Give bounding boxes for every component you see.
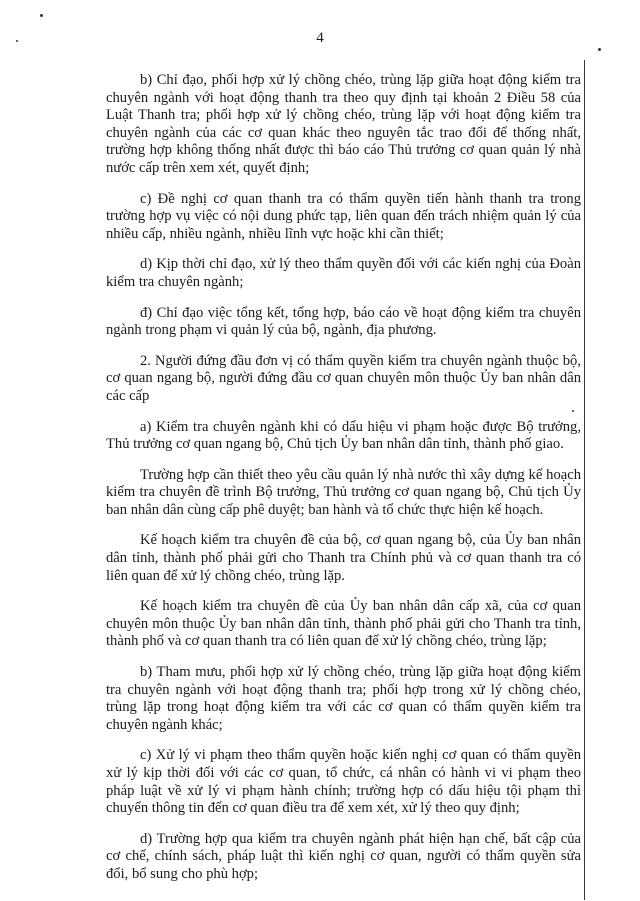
paragraph-2d: d) Kịp thời chỉ đạo, xử lý theo thẩm quyền đối với các kiến nghị của Đoàn kiểm tra chuyên ngành; [106, 256, 581, 290]
paragraph-commune-plan: Kế hoạch kiểm tra chuyên đề của Ủy ban nhân dân cấp xã, của cơ quan chuyên môn thuộc Ủy ban nhân dân tỉnh, thành phố phải gửi cho Thanh tra tỉnh, thành phố và cơ quan thanh tra có liên quan để xử lý chồng chéo, trùng lặp; [106, 598, 581, 650]
scan-speck [16, 40, 18, 42]
paragraph-2b: b) Chỉ đạo, phối hợp xử lý chồng chéo, trùng lặp giữa hoạt động kiểm tra chuyên ngành với hoạt động thanh tra theo quy định tại khoản 2 Điều 58 của Luật Thanh tra; phối hợp xử lý chồng chéo, trùng lặp với hoạt động kiểm tra chuyên ngành của các cơ quan khác theo nguyên tắc trao đổi để thống nhất, trường hợp không thống nhất được thì báo cáo Thủ trưởng cơ quan quản lý nhà nước cấp trên xem xét, quyết định; [106, 72, 581, 176]
paragraph-ministry-plan: Kế hoạch kiểm tra chuyên đề của bộ, cơ quan ngang bộ, của Ủy ban nhân dân tỉnh, thành phố phải gửi cho Thanh tra Chính phủ và cơ quan thanh tra có liên quan để xử lý chồng chéo, trùng lặp. [106, 532, 581, 584]
paragraph-section-2-a: a) Kiểm tra chuyên ngành khi có dấu hiệu vi phạm hoặc được Bộ trưởng, Thủ trưởng cơ quan ngang bộ, Chủ tịch Ủy ban nhân dân tỉnh, thành phố giao. [106, 418, 581, 453]
paragraph-2dd: đ) Chỉ đạo việc tổng kết, tổng hợp, báo cáo về hoạt động kiểm tra chuyên ngành trong phạm vi quản lý của bộ, ngành, địa phương. [106, 304, 581, 339]
paragraph-plan-requirement: Trường hợp cần thiết theo yêu cầu quản lý nhà nước thì xây dựng kế hoạch kiểm tra chuyên đề trình Bộ trưởng, Thủ trưởng cơ quan ngang bộ, Chủ tịch Ủy ban nhân dân cùng cấp phê duyệt; ban hành và tổ chức thực hiện kế hoạch. [106, 466, 581, 518]
document-body [106, 72, 581, 897]
paragraph-section-2-c: c) Xử lý vi phạm theo thẩm quyền hoặc kiến nghị cơ quan có thẩm quyền xử lý kịp thời đối với các cơ quan, tổ chức, cá nhân có hành vi vi phạm theo pháp luật về xử lý vi phạm hành chính; trường hợp có dấu hiệu tội phạm thì chuyển thông tin đến cơ quan điều tra để xem xét, xử lý theo quy định; [106, 747, 581, 817]
paragraph-section-2: 2. Người đứng đầu đơn vị có thẩm quyền kiểm tra chuyên ngành thuộc bộ, cơ quan ngang bộ, người đứng đầu cơ quan chuyên môn thuộc Ủy ban nhân dân các cấp [106, 352, 581, 404]
scan-speck [572, 410, 574, 412]
paragraph-2c: c) Đề nghị cơ quan thanh tra có thẩm quyền tiến hành thanh tra trong trường hợp vụ việc có nội dung phức tạp, liên quan đến trách nhiệm quản lý của nhiều cấp, nhiều ngành, nhiều lĩnh vực hoặc khi cần thiết; [106, 190, 581, 242]
page-number: 4 [316, 30, 324, 46]
scan-edge-line [584, 60, 585, 900]
paragraph-section-2-b: b) Tham mưu, phối hợp xử lý chồng chéo, trùng lặp giữa hoạt động kiểm tra chuyên ngành với hoạt động thanh tra; phối hợp trong xử lý chồng chéo, trùng lặp trong hoạt động kiểm tra với các cơ quan có thẩm quyền kiểm tra chuyên ngành khác; [106, 664, 581, 733]
scan-speck [598, 48, 601, 51]
paragraph-section-2-d: d) Trường hợp qua kiểm tra chuyên ngành phát hiện hạn chế, bất cập của cơ chế, chính sách, pháp luật thì kiến nghị cơ quan, người có thẩm quyền sửa đổi, bổ sung cho phù hợp; [106, 830, 581, 882]
scan-speck [40, 14, 43, 17]
